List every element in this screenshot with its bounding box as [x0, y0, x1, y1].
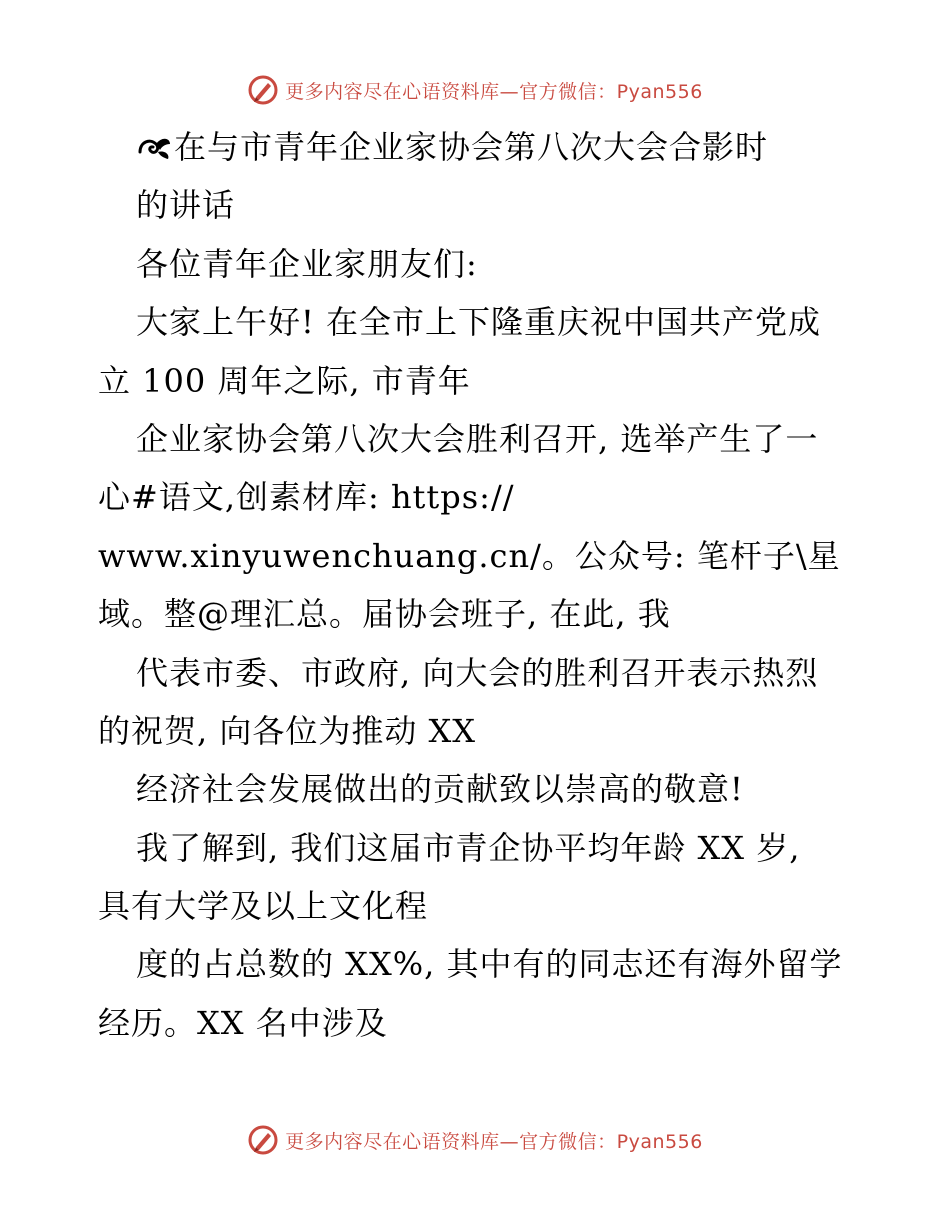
- document-line: 企业家协会第八次大会胜利召开, 选举产生了一: [136, 419, 819, 458]
- document-line: 立 100 周年之际, 市青年: [98, 361, 471, 400]
- header-watermark: [0, 70, 950, 110]
- document-line: 大家上午好! 在全市上下隆重庆祝中国共产党成: [136, 303, 822, 342]
- document-line: 经济社会发展做出的贡献致以崇高的敬意!: [136, 770, 744, 809]
- watermark-text: 更多内容尽在心语资料库—官方微信：Pyan556: [285, 1130, 703, 1153]
- pen-circle-logo-icon: [247, 1124, 279, 1156]
- document-line: www.xinyuwenchuang.cn/。公众号: 笔杆子\星: [98, 536, 841, 575]
- watermark-text: 更多内容尽在心语资料库—官方微信：Pyan556: [285, 80, 703, 103]
- pen-circle-logo-icon: [247, 74, 279, 106]
- footer-watermark: [0, 1120, 950, 1160]
- document-line: 心#语文,创素材库: https://: [98, 478, 515, 517]
- document-line: 度的占总数的 XX%, 其中有的同志还有海外留学: [136, 945, 843, 984]
- document-line: [98, 118, 858, 176]
- document-body: [98, 118, 858, 1052]
- document-line: 域。整@理汇总。届协会班子, 在此, 我: [98, 595, 671, 634]
- document-line: 经历。XX 名中涉及: [98, 1003, 388, 1042]
- document-line: 各位青年企业家朋友们:: [136, 244, 478, 283]
- document-line: 具有大学及以上文化程: [98, 887, 429, 926]
- title-line-text: 在与市青年企业家协会第八次大会合影时: [174, 128, 769, 166]
- document-line: 的祝贺, 向各位为推动 XX: [98, 711, 477, 750]
- leaf-ornament-icon: [136, 132, 174, 162]
- document-line: 代表市委、市政府, 向大会的胜利召开表示热烈: [136, 653, 819, 692]
- document-line: 我了解到, 我们这届市青企协平均年龄 XX 岁,: [136, 828, 801, 867]
- document-line: 的讲话: [136, 186, 236, 225]
